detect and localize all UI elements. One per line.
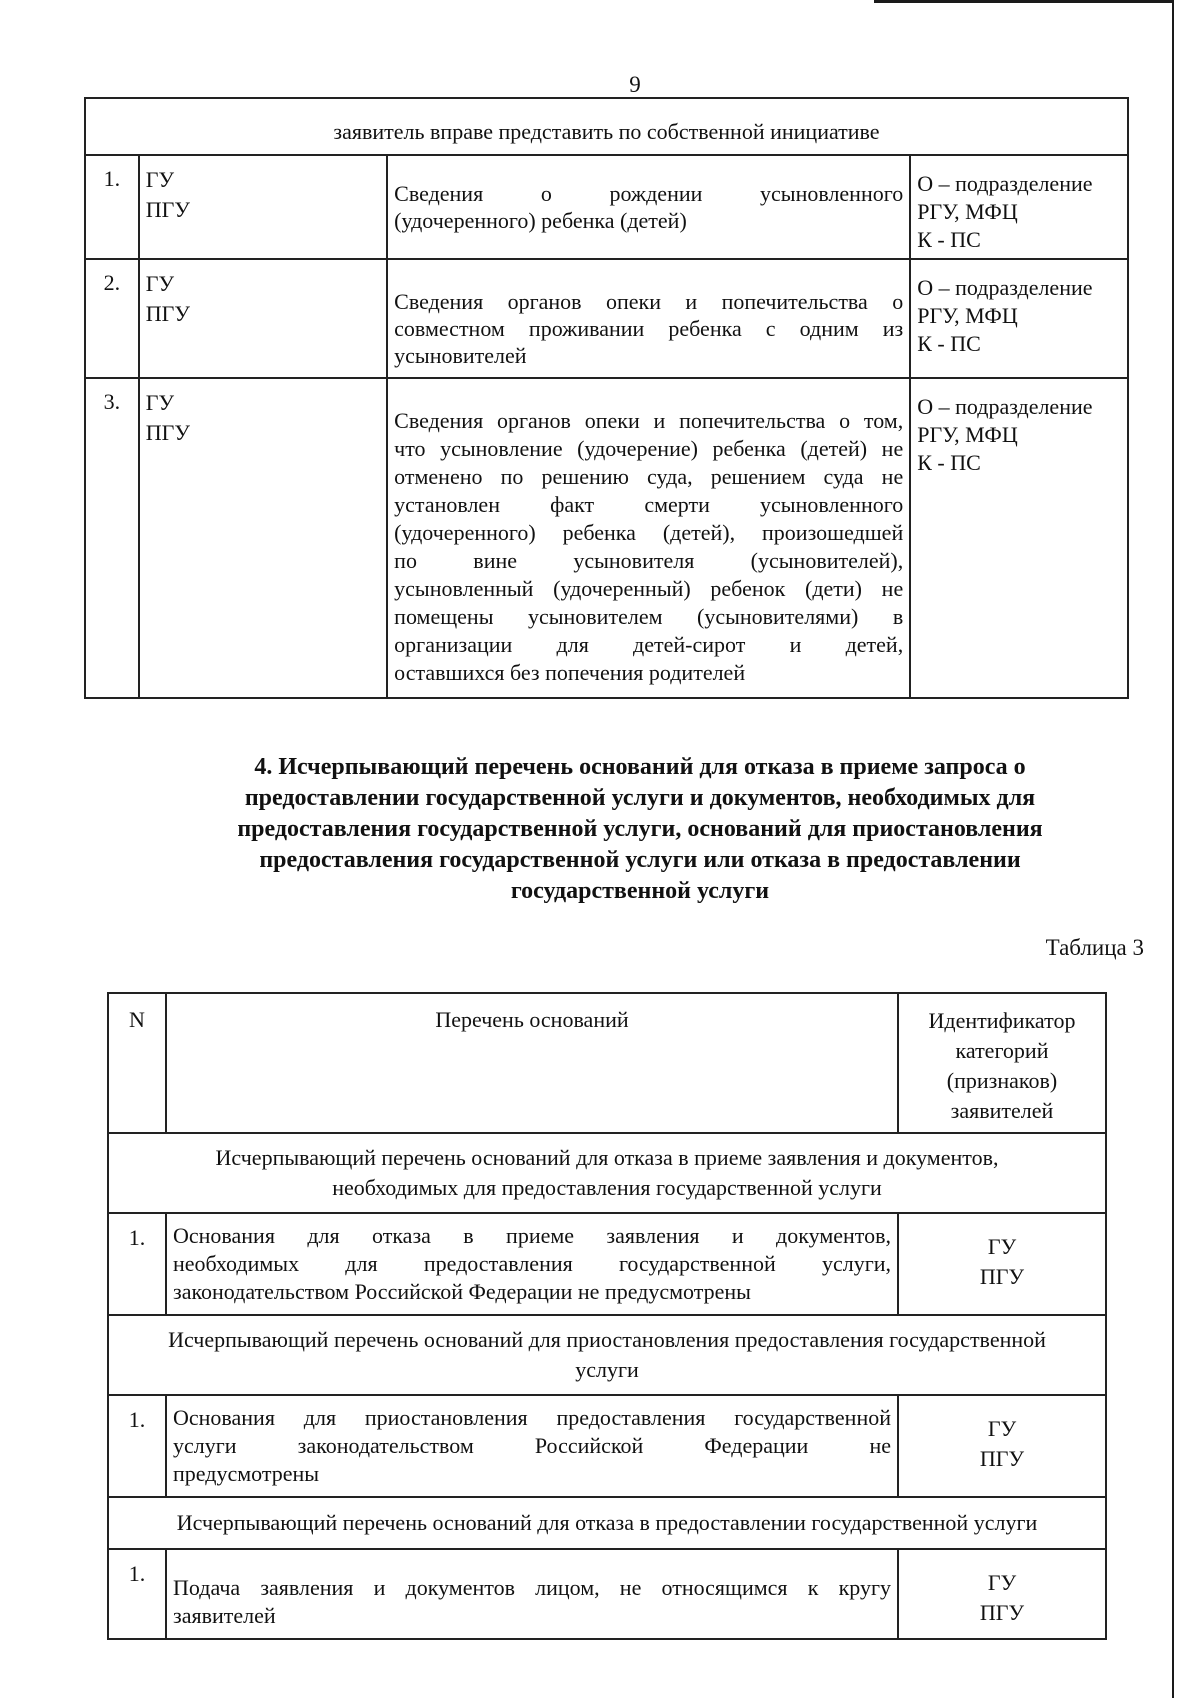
description-line: отменено по решению суда, решением суда не: [394, 464, 904, 489]
unit-line: О – подразделение: [917, 394, 1093, 419]
group-title: [108, 1497, 1106, 1549]
ground-line: услуги законодательством Российской Федерации не: [173, 1433, 891, 1458]
heading-line: предоставления государственной услуги или отказа в предоставлении: [259, 847, 1021, 873]
heading-line: государственной услуги: [510, 878, 770, 904]
group-title-line: Исчерпывающий перечень оснований для приостановления предоставления государственной: [168, 1327, 1046, 1352]
description-line: Сведения органов опеки и попечительства о том,: [394, 408, 904, 433]
table-row: [108, 1549, 1106, 1639]
group-header-row: [108, 1133, 1106, 1213]
code-line: ГУ: [987, 1234, 1017, 1259]
page-number: 9: [629, 72, 641, 97]
code-line: ГУ: [145, 167, 175, 192]
group-title-line: Исчерпывающий перечень оснований для отказа в приеме заявления и документов,: [215, 1145, 999, 1170]
description-line: (удочеренного) ребенка (детей): [394, 208, 687, 233]
row-number: 1.: [108, 1549, 166, 1639]
table-row: [85, 378, 1128, 698]
scan-border-top: [874, 0, 1174, 3]
description-line: (удочеренного) ребенка (детей), произошедшей: [394, 520, 904, 545]
column-header-grounds: Перечень оснований: [166, 993, 898, 1133]
ground-text: [166, 1395, 898, 1497]
row-number: 2.: [85, 259, 139, 378]
group-title: [108, 1133, 1106, 1213]
description-line: помещены усыновителем (усыновителями) в: [394, 604, 904, 629]
row-number: 1.: [85, 155, 139, 259]
section-heading: [140, 752, 1140, 907]
applicant-codes: [898, 1395, 1106, 1497]
applicant-codes: [898, 1549, 1106, 1639]
table-row: [85, 155, 1128, 259]
scan-border-right: [1172, 0, 1200, 1698]
table-header-row: [108, 993, 1106, 1133]
header-line: заявителей: [950, 1098, 1054, 1123]
row-number: 1.: [108, 1395, 166, 1497]
group-title: [108, 1315, 1106, 1395]
description-line: Сведения органов опеки и попечительства о: [394, 289, 904, 314]
code-line: ПГУ: [145, 197, 190, 222]
code-line: ПГУ: [979, 1446, 1025, 1471]
ground-text: [166, 1549, 898, 1639]
unit-line: К - ПС: [917, 450, 981, 475]
document-description: [387, 378, 910, 698]
code-line: ГУ: [987, 1570, 1017, 1595]
code-line: ГУ: [145, 271, 175, 296]
heading-line: предоставлении государственной услуги и документов, необходимых для: [244, 785, 1036, 811]
description-line: установлен факт смерти усыновленного: [394, 492, 904, 517]
ground-text: [166, 1213, 898, 1315]
code-line: ГУ: [145, 390, 175, 415]
applicant-codes: [139, 378, 387, 698]
description-line: оставшихся без попечения родителей: [394, 660, 746, 685]
ground-line: законодательством Российской Федерации не предусмотрены: [173, 1279, 751, 1304]
code-line: ПГУ: [979, 1264, 1025, 1289]
code-line: ГУ: [987, 1416, 1017, 1441]
responsible-unit: [910, 155, 1128, 259]
ground-line: Основания для приостановления предоставления государственной: [173, 1405, 891, 1430]
group-header-row: [108, 1315, 1106, 1395]
document-description: [387, 155, 910, 259]
table-row: [108, 1395, 1106, 1497]
table-row: [85, 259, 1128, 378]
table-header-row: [85, 98, 1128, 155]
description-line: усыновленный (удочеренный) ребенок (дети) не: [394, 576, 904, 601]
header-line: (признаков): [946, 1068, 1058, 1093]
group-header-row: [108, 1497, 1106, 1549]
unit-line: РГУ, МФЦ: [917, 422, 1018, 447]
header-line: категорий: [955, 1038, 1049, 1063]
documents-table: [84, 97, 1129, 699]
unit-line: О – подразделение: [917, 171, 1093, 196]
unit-line: РГУ, МФЦ: [917, 303, 1018, 328]
header-line: Идентификатор: [928, 1008, 1076, 1033]
description-line: совместном проживании ребенка с одним из: [394, 316, 904, 341]
document-description: [387, 259, 910, 378]
unit-line: О – подразделение: [917, 275, 1093, 300]
row-number: 1.: [108, 1213, 166, 1315]
applicant-codes: [139, 259, 387, 378]
table-caption: Таблица 3: [1045, 935, 1144, 960]
row-number: 3.: [85, 378, 139, 698]
ground-line: Подача заявления и документов лицом, не относящимся к кругу: [173, 1575, 891, 1600]
description-line: усыновителей: [394, 343, 527, 368]
code-line: ПГУ: [979, 1600, 1025, 1625]
ground-line: заявителей: [173, 1603, 276, 1628]
ground-line: предусмотрены: [173, 1461, 320, 1486]
grounds-table: [107, 992, 1107, 1640]
responsible-unit: [910, 378, 1128, 698]
unit-line: К - ПС: [917, 227, 981, 252]
applicant-codes: [139, 155, 387, 259]
code-line: ПГУ: [145, 301, 190, 326]
unit-line: РГУ, МФЦ: [917, 199, 1018, 224]
ground-line: Основания для отказа в приеме заявления и документов,: [173, 1223, 891, 1248]
group-title-line: Исчерпывающий перечень оснований для отказа в предоставлении государственной услуги: [176, 1510, 1038, 1535]
heading-line: предоставления государственной услуги, оснований для приостановления: [237, 816, 1043, 842]
group-title-line: необходимых для предоставления государственной услуги: [332, 1175, 882, 1200]
description-line: Сведения о рождении усыновленного: [394, 181, 904, 206]
heading-line: 4. Исчерпывающий перечень оснований для отказа в приеме запроса о: [254, 754, 1026, 780]
responsible-unit: [910, 259, 1128, 378]
unit-line: К - ПС: [917, 331, 981, 356]
table-row: [108, 1213, 1106, 1315]
column-header-number: N: [108, 993, 166, 1133]
description-line: что усыновление (удочерение) ребенка (детей) не: [394, 436, 904, 461]
applicant-codes: [898, 1213, 1106, 1315]
table-section-header: заявитель вправе представить по собственной инициативе: [85, 98, 1128, 155]
ground-line: необходимых для предоставления государственной услуги,: [173, 1251, 891, 1276]
description-line: по вине усыновителя (усыновителей),: [394, 548, 904, 573]
code-line: ПГУ: [145, 420, 190, 445]
group-title-line: услуги: [575, 1357, 639, 1382]
column-header-identifier: [898, 993, 1106, 1133]
description-line: организации для детей-сирот и детей,: [394, 632, 904, 657]
